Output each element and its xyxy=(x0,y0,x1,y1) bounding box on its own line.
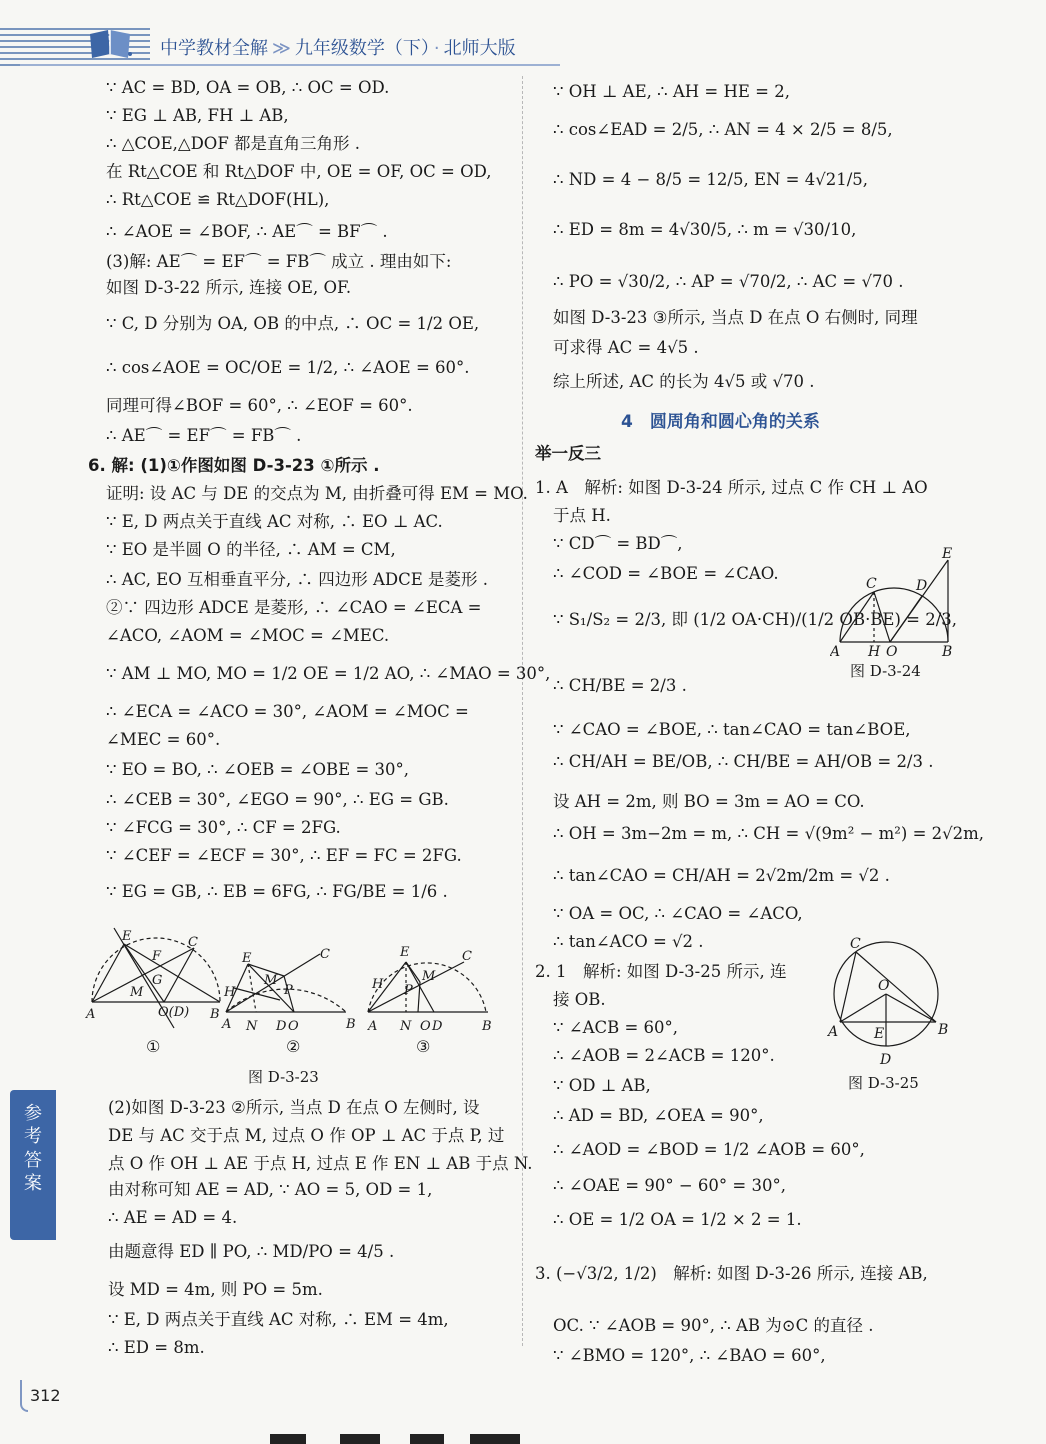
tab-label: 参考答案 xyxy=(24,1103,42,1195)
label: G xyxy=(152,973,163,988)
label: M xyxy=(264,973,278,988)
label: O xyxy=(288,1019,299,1034)
text-line: 于点 H. xyxy=(553,506,611,525)
problem-1: 1. A 解析: 如图 D-3-24 所示, 过点 C 作 CH ⊥ AO xyxy=(535,478,928,497)
figure-d-3-25 xyxy=(824,930,954,1070)
text-line: 如图 D-3-23 ③所示, 当点 D 在点 O 右侧时, 同理 xyxy=(553,308,918,327)
text-line: ∴ OH = 3m−2m = m, ∴ CH = √(9m² − m²) = 2√2m, xyxy=(553,824,985,843)
text-line: ∠MEC = 60°. xyxy=(106,730,221,749)
text-line: ②∵ 四边形 ADCE 是菱形, ∴ ∠CAO = ∠ECA = xyxy=(106,598,482,617)
book-logo-icon xyxy=(86,26,134,60)
label: O xyxy=(878,978,890,994)
text-line: ∴ AE⌒ = EF⌒ = FB⌒ . xyxy=(106,426,302,445)
text-line: ∴ AC, EO 互相垂直平分, ∴ 四边形 ADCE 是菱形 . xyxy=(106,570,489,589)
label: E xyxy=(874,1026,885,1042)
text-line: 综上所述, AC 的长为 4√5 或 √70 . xyxy=(553,372,815,391)
label: B xyxy=(938,1022,949,1038)
label: M xyxy=(422,969,436,984)
page-number: 312 xyxy=(30,1386,61,1405)
label: B xyxy=(482,1019,492,1034)
text-line: ∴ PO = √30/2, ∴ AP = √70/2, ∴ AC = √70 . xyxy=(553,272,904,291)
text-line: ∴ ∠CEB = 30°, ∠EGO = 90°, ∴ EG = GB. xyxy=(106,790,449,809)
figure-caption: 图 D-3-25 xyxy=(848,1074,919,1092)
subheading: 举一反三 xyxy=(535,444,601,463)
text-line: OC. ∵ ∠AOB = 90°, ∴ AB 为⊙C 的直径 . xyxy=(553,1316,874,1335)
text-line: ∵ ∠CAO = ∠BOE, ∴ tan∠CAO = tan∠BOE, xyxy=(553,720,911,739)
label: H xyxy=(224,985,236,1000)
text-line: ∴ ∠AOE = ∠BOF, ∴ AE⌒ = BF⌒ . xyxy=(106,222,388,241)
label: A xyxy=(830,644,841,656)
text-line: ∴ ED = 8m. xyxy=(108,1338,205,1357)
figure-d-3-24 xyxy=(830,546,960,656)
problem-3: 3. (−√3/2, 1/2) 解析: 如图 D-3-26 所示, 连接 AB, xyxy=(535,1264,928,1283)
label: D xyxy=(432,1019,443,1034)
text-line: ∴ Rt△COE ≌ Rt△DOF(HL), xyxy=(106,190,330,209)
label: O xyxy=(420,1019,431,1034)
figure-caption: 图 D-3-24 xyxy=(850,662,921,680)
text-line: ∵ AM ⊥ MO, MO = 1/2 OE = 1/2 AO, ∴ ∠MAO = 30°, xyxy=(106,664,551,683)
sub-label: ③ xyxy=(416,1037,431,1056)
text-line: ∴ ∠AOB = 2∠ACB = 120°. xyxy=(553,1046,775,1065)
text-line: ∵ EO = BO, ∴ ∠OEB = ∠OBE = 30°, xyxy=(106,760,410,779)
label: E xyxy=(122,929,132,944)
label: E xyxy=(942,546,953,562)
text-line: 由对称可知 AE = AD, ∵ AO = 5, OD = 1, xyxy=(108,1180,433,1199)
text-line: ∵ OD ⊥ AB, xyxy=(553,1076,651,1095)
label: B xyxy=(942,644,953,656)
label: C xyxy=(866,576,877,592)
label: E xyxy=(242,951,252,966)
text-line: ∵ EG ⊥ AB, FH ⊥ AB, xyxy=(106,106,289,125)
section-title: 4 圆周角和圆心角的关系 xyxy=(621,412,820,432)
text-line: ∴ ED = 8m = 4√30/5, ∴ m = √30/10, xyxy=(553,220,857,239)
label: B xyxy=(210,1007,220,1022)
page-number-ornament xyxy=(20,1380,28,1412)
text-line: 点 O 作 OH ⊥ AE 于点 H, 过点 E 作 EN ⊥ AB 于点 N. xyxy=(108,1154,533,1173)
label: A xyxy=(368,1019,378,1034)
text-line: 可求得 AC = 4√5 . xyxy=(553,338,699,357)
sub-label: ① xyxy=(146,1037,161,1056)
text-line: ∵ S₁/S₂ = 2/3, 即 (1/2 OA·CH)/(1/2 OB·BE) = 2/3, xyxy=(553,610,958,629)
edition-label: 北师大版 xyxy=(443,38,516,59)
text-line: ∵ CD⌒ = BD⌒, xyxy=(553,534,683,553)
text-line: 证明: 设 AC 与 DE 的交点为 M, 由折叠可得 EM = MO. xyxy=(106,484,528,503)
figure-d-3-23 xyxy=(84,918,504,1058)
text-line: 设 AH = 2m, 则 BO = 3m = AO = CO. xyxy=(553,792,865,811)
text-line: ∵ ∠ACB = 60°, xyxy=(553,1018,679,1037)
problem-6: 6. 解: (1)①作图如图 D-3-23 ①所示 . xyxy=(88,456,380,475)
label: A xyxy=(222,1017,232,1032)
text-line: ∴ ND = 4 − 8/5 = 12/5, EN = 4√21/5, xyxy=(553,170,869,189)
text-line: ∴ ∠OAE = 90° − 60° = 30°, xyxy=(553,1176,786,1195)
label: H xyxy=(868,644,881,656)
label: C xyxy=(188,935,198,950)
text-line: ∴ tan∠ACO = √2 . xyxy=(553,932,704,951)
text-line: ∴ △COE,△DOF 都是直角三角形 . xyxy=(106,134,361,153)
text-line: ∵ E, D 两点关于直线 AC 对称, ∴ EO ⊥ AC. xyxy=(106,512,443,531)
text-line: ∴ OE = 1/2 OA = 1/2 × 2 = 1. xyxy=(553,1210,802,1229)
text-line: ∴ AE = AD = 4. xyxy=(108,1208,238,1227)
label: H xyxy=(372,977,384,992)
text-line: ∵ C, D 分别为 OA, OB 的中点, ∴ OC = 1/2 OE, xyxy=(106,314,480,333)
series-title: 中学教材全解 xyxy=(160,38,268,59)
label: N xyxy=(400,1019,412,1034)
text-line: (3)解: AE⌒ = EF⌒ = FB⌒ 成立 . 理由如下: xyxy=(106,252,452,271)
text-line: ∴ ∠AOD = ∠BOD = 1/2 ∠AOB = 60°, xyxy=(553,1140,865,1159)
text-line: ∵ AC = BD, OA = OB, ∴ OC = OD. xyxy=(106,78,390,97)
text-line: ∵ ∠BMO = 120°, ∴ ∠BAO = 60°, xyxy=(553,1346,826,1365)
label: C xyxy=(850,936,861,952)
label: F xyxy=(152,949,162,964)
label: P xyxy=(284,983,293,998)
label: O xyxy=(886,644,898,656)
problem-2: 2. 1 解析: 如图 D-3-25 所示, 连 xyxy=(535,962,787,981)
text-line: ∴ cos∠AOE = OC/OE = 1/2, ∴ ∠AOE = 60°. xyxy=(106,358,470,377)
text-line: ∴ cos∠EAD = 2/5, ∴ AN = 4 × 2/5 = 8/5, xyxy=(553,120,893,139)
label: B xyxy=(346,1017,356,1032)
text-line: ∵ E, D 两点关于直线 AC 对称, ∴ EM = 4m, xyxy=(108,1310,449,1329)
label: A xyxy=(86,1007,96,1022)
label: N xyxy=(246,1019,258,1034)
text-line: ∵ ∠CEF = ∠ECF = 30°, ∴ EF = FC = 2FG. xyxy=(106,846,462,865)
text-line: (2)如图 D-3-23 ②所示, 当点 D 在点 O 左侧时, 设 xyxy=(108,1098,480,1117)
text-line: ∵ EG = GB, ∴ EB = 6FG, ∴ FG/BE = 1/6 . xyxy=(106,882,448,901)
label: D xyxy=(276,1019,287,1034)
footer-marks xyxy=(270,1434,520,1444)
reference-answers-tab xyxy=(10,1090,56,1240)
text-line: DE 与 AC 交于点 M, 过点 O 作 OP ⊥ AC 于点 P, 过 xyxy=(108,1126,505,1145)
label: C xyxy=(320,947,330,962)
label: C xyxy=(462,949,472,964)
text-line: 设 MD = 4m, 则 PO = 5m. xyxy=(108,1280,323,1299)
text-line: ∴ AD = BD, ∠OEA = 90°, xyxy=(553,1106,764,1125)
figure-caption: 图 D-3-23 xyxy=(248,1068,319,1086)
text-line: ∴ CH/BE = 2/3 . xyxy=(553,676,687,695)
text-line: ∵ OA = OC, ∴ ∠CAO = ∠ACO, xyxy=(553,904,803,923)
label: E xyxy=(400,945,410,960)
header-rule xyxy=(20,64,560,66)
text-line: 接 OB. xyxy=(553,990,606,1009)
page-header xyxy=(0,0,1046,68)
label: M xyxy=(130,985,144,1000)
sub-label: ② xyxy=(286,1037,301,1056)
label: P xyxy=(404,983,413,998)
text-line: ∵ ∠FCG = 30°, ∴ CF = 2FG. xyxy=(106,818,341,837)
text-line: ∴ ∠COD = ∠BOE = ∠CAO. xyxy=(553,564,779,583)
label: O(D) xyxy=(158,1005,190,1020)
text-line: ∴ CH/AH = BE/OB, ∴ CH/BE = AH/OB = 2/3 . xyxy=(553,752,934,771)
text-line: 在 Rt△COE 和 Rt△DOF 中, OE = OF, OC = OD, xyxy=(106,162,492,181)
book-title: 九年级数学（下） xyxy=(294,38,430,59)
header-title: 中学教材全解 ≫ 九年级数学（下） · 北师大版 xyxy=(160,38,516,59)
label: A xyxy=(828,1024,839,1040)
text-line: 如图 D-3-22 所示, 连接 OE, OF. xyxy=(106,278,352,297)
text-line: ∵ EO 是半圆 O 的半径, ∴ AM = CM, xyxy=(106,540,396,559)
text-line: 由题意得 ED ∥ PO, ∴ MD/PO = 4/5 . xyxy=(108,1242,395,1261)
text-line: ∴ tan∠CAO = CH/AH = 2√2m/2m = √2 . xyxy=(553,866,890,885)
text-line: ∵ OH ⊥ AE, ∴ AH = HE = 2, xyxy=(553,82,790,101)
text-line: ∠ACO, ∠AOM = ∠MOC = ∠MEC. xyxy=(106,626,390,645)
text-line: 同理可得∠BOF = 60°, ∴ ∠EOF = 60°. xyxy=(106,396,413,415)
label: D xyxy=(880,1052,892,1068)
label: D xyxy=(916,578,928,594)
text-line: ∴ ∠ECA = ∠ACO = 30°, ∠AOM = ∠MOC = xyxy=(106,702,469,721)
